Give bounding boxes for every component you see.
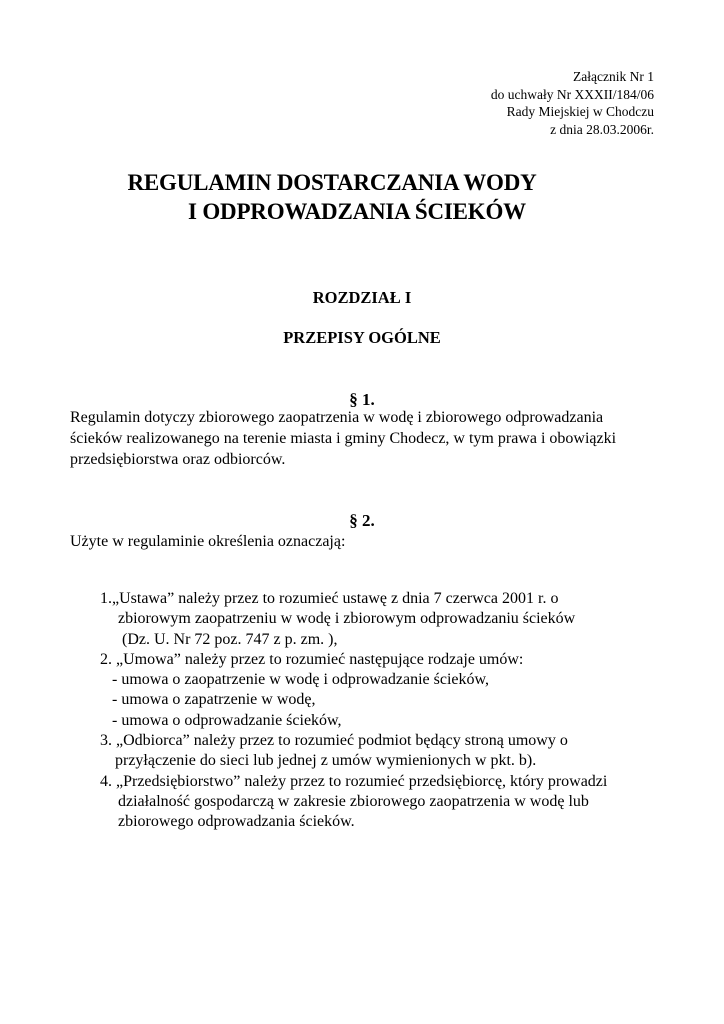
list-subitem: - umowa o zaopatrzenie w wodę i odprowadzanie ścieków, [112, 671, 490, 689]
list-item: 2. „Umowa” należy przez to rozumieć następujące rodzaje umów: [100, 650, 524, 668]
list-item: 4. „Przedsiębiorstwo” należy przez to rozumieć przedsiębiorcę, który prowadzi [100, 772, 608, 790]
text-line: przedsiębiorstwa oraz odbiorców. [70, 451, 286, 468]
definitions-list [70, 589, 660, 833]
chapter-heading: ROZDZIAŁ I [312, 288, 412, 307]
date-line: z dnia 28.03.2006r. [550, 121, 654, 137]
text-line: ścieków realizowanego na terenie miasta i gminy Chodecz, w tym prawa i obowiązki [70, 430, 617, 447]
section-2-intro [70, 531, 660, 552]
text-line: Użyte w regulaminie określenia oznaczają: [70, 533, 346, 550]
section-1-text [70, 407, 660, 470]
list-item-continuation: zbiorowego odprowadzania ścieków. [118, 813, 355, 831]
chapter-name: PRZEPISY OGÓLNE [283, 328, 441, 347]
list-subitem: - umowa o zapatrzenie w wodę, [112, 691, 316, 709]
attachment-line: Załącznik Nr 1 [573, 69, 654, 84]
list-item: 1.„Ustawa” należy przez to rozumieć ustawę z dnia 7 czerwca 2001 r. o [100, 590, 559, 607]
attachment-note [491, 68, 654, 138]
title-line-2: I ODPROWADZANIA ŚCIEKÓW [188, 199, 526, 224]
title-line-1: REGULAMIN DOSTARCZANIA WODY [127, 170, 537, 195]
list-item-continuation: przyłączenie do sieci lub jednej z umów wymienionych w pkt. b). [115, 752, 537, 770]
section-1-mark: § 1. [349, 390, 375, 409]
list-item-continuation: działalność gospodarczą w zakresie zbiorowego zaopatrzenia w wodę lub [118, 792, 589, 810]
text-line: Regulamin dotyczy zbiorowego zaopatrzenia w wodę i zbiorowego odprowadzania [70, 409, 604, 426]
list-item-continuation: (Dz. U. Nr 72 poz. 747 z p. zm. ), [122, 630, 338, 648]
council-line: Rady Miejskiej w Chodczu [506, 104, 654, 119]
list-item-continuation: zbiorowym zaopatrzeniu w wodę i zbiorowym odprowadzaniu ścieków [118, 610, 576, 628]
section-2-mark: § 2. [349, 511, 375, 530]
resolution-line: do uchwały Nr XXXII/184/06 [490, 86, 654, 102]
list-subitem: - umowa o odprowadzanie ścieków, [112, 711, 342, 729]
document-title [70, 168, 654, 226]
list-item: 3. „Odbiorca” należy przez to rozumieć podmiot będący stroną umowy o [100, 732, 568, 750]
